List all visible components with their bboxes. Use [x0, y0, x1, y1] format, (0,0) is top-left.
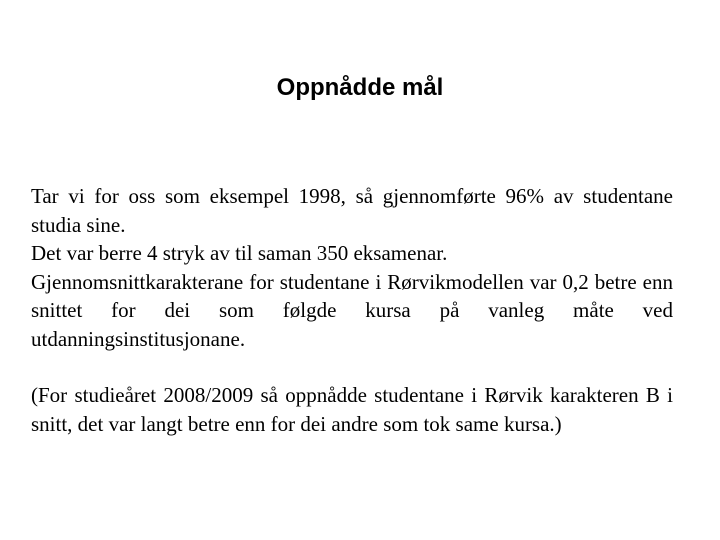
slide-body	[31, 182, 673, 438]
slide-title: Oppnådde mål	[276, 74, 444, 101]
paragraph-spacer	[31, 353, 673, 381]
paragraph-2008-2009-note: (For studieåret 2008/2009 så oppnådde studentane i Rørvik karakteren B i snitt, det var langt betre enn for dei andre som tok same kursa.)	[31, 383, 673, 436]
paragraph-1998-example: Tar vi for oss som eksempel 1998, så gjennomførte 96% av studentane studia sine.	[31, 184, 673, 237]
paragraph-average-grade: Gjennomsnittkarakterane for studentane i Rørvikmodellen var 0,2 betre enn snittet for dei som følgde kursa på vanleg måte ved utdanningsinstitusjonane.	[31, 269, 673, 351]
paragraph-failures: Det var berre 4 stryk av til saman 350 eksamenar.	[31, 241, 448, 265]
